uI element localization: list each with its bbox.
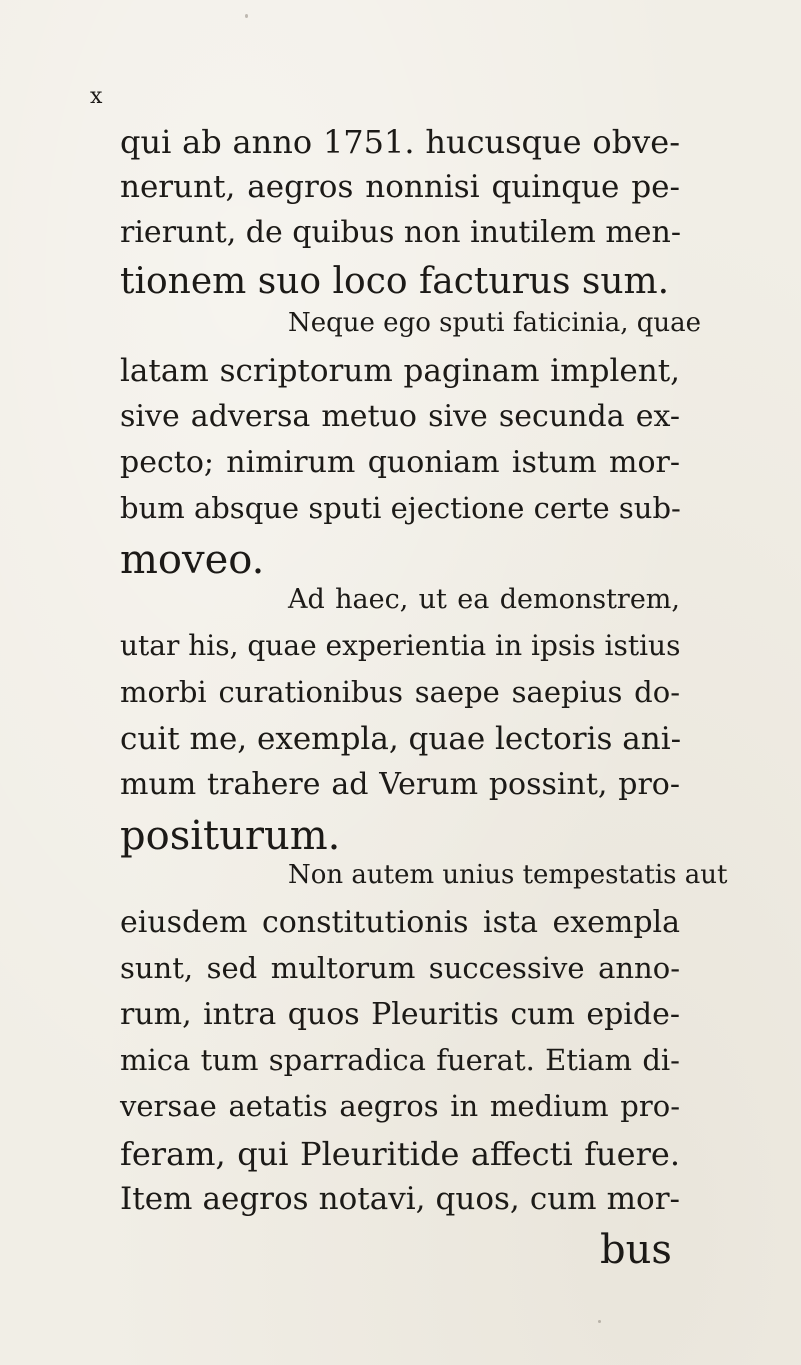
catchword: bus <box>600 1227 672 1273</box>
text-line-4: tionem suo loco facturus sum. <box>120 261 670 302</box>
text-line-14: cuit me, exempla, quae lectoris ani- <box>120 721 682 757</box>
text-line-22: versae aetatis aegros in medium pro- <box>120 1089 680 1123</box>
text-line-23: feram, qui Pleuritide affecti fuere. <box>120 1135 680 1173</box>
paper-speck <box>598 1320 601 1323</box>
text-line-7: sive adversa metuo sive secunda ex- <box>120 399 680 434</box>
text-line-13: morbi curationibus saepe saepius do- <box>120 675 680 709</box>
text-line-15: mum trahere ad Verum possint, pro- <box>120 767 680 802</box>
text-line-3: rierunt, de quibus non inutilem men- <box>120 215 681 250</box>
signature-mark: x <box>90 84 104 109</box>
text-line-16: positurum. <box>120 813 341 859</box>
text-line-18: eiusdem constitutionis ista exempla <box>120 905 680 940</box>
text-line-11: Ad haec, ut ea demonstrem, <box>288 584 680 615</box>
text-line-9: bum absque sputi ejectione certe sub- <box>120 491 681 525</box>
text-line-20: rum, intra quos Pleuritis cum epide- <box>120 997 680 1032</box>
text-line-19: sunt, sed multorum successive anno- <box>120 951 680 985</box>
text-line-2: nerunt, aegros nonnisi quinque pe- <box>120 169 680 205</box>
text-line-6: latam scriptorum paginam implent, <box>120 353 680 389</box>
text-line-17: Non autem unius tempestatis aut <box>288 860 728 890</box>
text-line-1: qui ab anno 1751. hucusque obve- <box>120 123 680 161</box>
text-line-5: Neque ego sputi faticinia, quae <box>288 308 702 338</box>
text-line-8: pecto; nimirum quoniam istum mor- <box>120 445 680 480</box>
text-line-21: mica tum sparradica fuerat. Etiam di- <box>120 1043 680 1077</box>
text-line-12: utar his, quae experientia in ipsis istius <box>120 629 681 662</box>
text-line-24: Item aegros notavi, quos, cum mor- <box>120 1181 680 1217</box>
text-line-10: moveo. <box>120 537 265 583</box>
paper-speck <box>245 14 248 18</box>
